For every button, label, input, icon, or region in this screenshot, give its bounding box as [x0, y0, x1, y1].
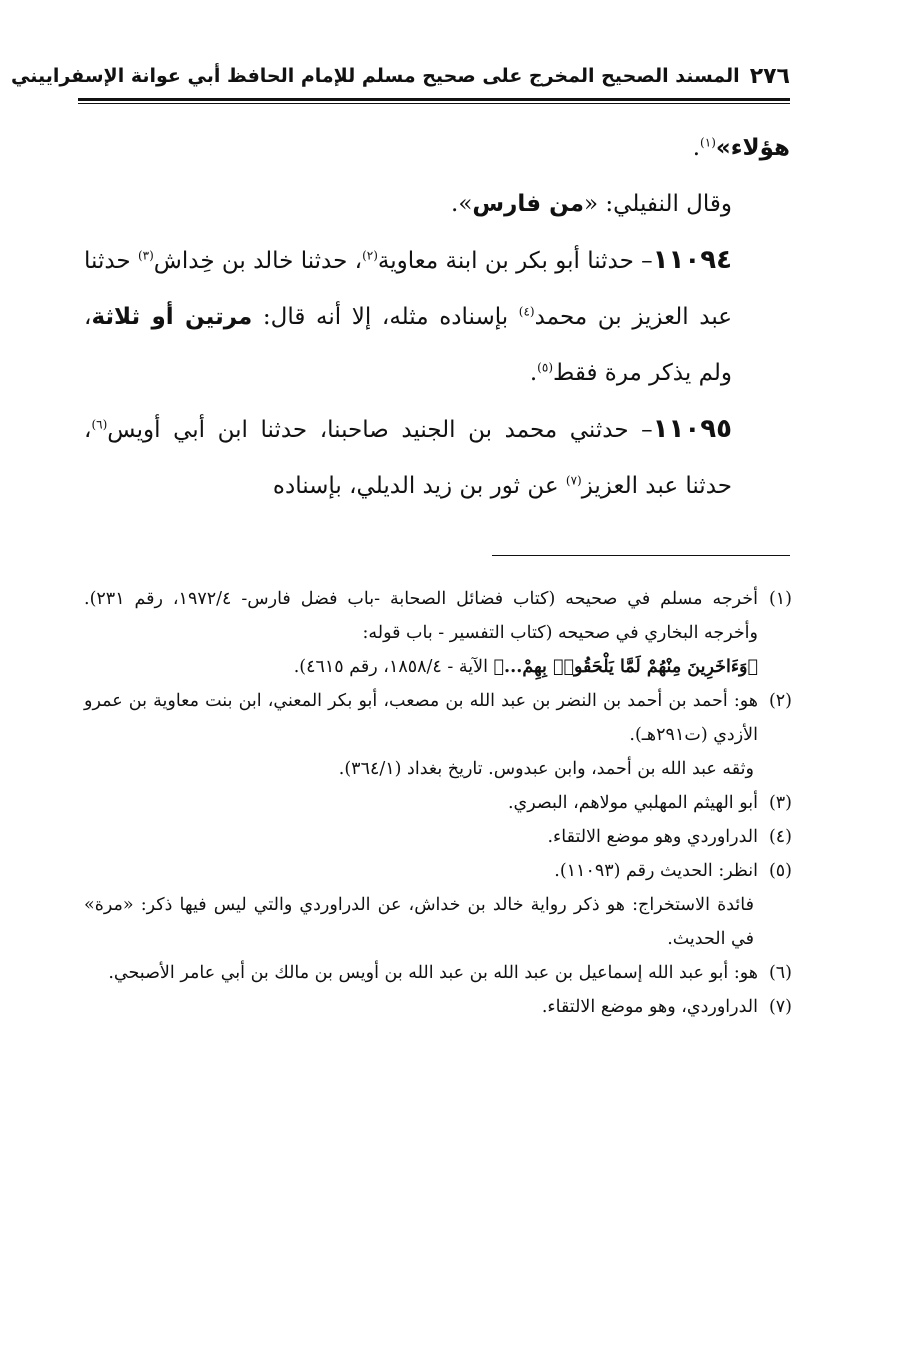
footnote-separator — [492, 555, 790, 556]
footnote-ref-3: (٣) — [137, 248, 154, 263]
footnote-ref-7: (٧) — [565, 473, 582, 488]
hadith-number: ١١٠٩٥ — [652, 414, 732, 444]
footnote-5-note: فائدة الاستخراج: هو ذكر رواية خالد بن خداش، عن الدراوردي والتي ليس فيها ذكر: «مرة» في الحديث. — [84, 895, 754, 949]
footnote-5: (٥) انظر: الحديث رقم (١١٠٩٣). — [554, 861, 792, 881]
running-header — [10, 56, 790, 96]
footnote-2: (٢) هو: أحمد بن أحمد بن النضر بن عبد الله بن مصعب، أبو بكر المعني، ابن بنت معاوية بن عمرو الأزدي (ت٢٩١هـ). — [84, 691, 792, 745]
footnote-2-note: وثقه عبد الله بن أحمد، وابن عبدوس. تاريخ بغداد (٣٦٤/١). — [338, 759, 754, 779]
footnote-ref-1: (١) — [700, 135, 716, 150]
continuation-line: هؤلاء»$^{(١)}$. — [692, 135, 790, 161]
footnote-ref-2: (٢) — [362, 248, 378, 263]
narration-line: وقال النفيلي: «من فارس». — [451, 191, 732, 217]
footnote-ref-5: (٥) — [537, 360, 553, 375]
footnote-3: (٣) أبو الهيثم المهلبي مولاهم، البصري. — [507, 793, 792, 813]
footnote-ref-6: (٦) — [91, 417, 108, 432]
footnote-4: (٤) الدراوردي وهو موضع الالتقاء. — [547, 827, 792, 847]
hadith-11094: ١١٠٩٤– حدثنا أبو بكر بن ابنة معاوية$^{(٢)}$، حدثنا خالد بن خِداش$^{(٣)}$ حدثنا عبد العزيز بن محمد$^{(٤)}$ بإسناده مثله، إلا أنه قال: مرتين أو ثلاثة، ولم يذكر مرة فقط$^{(٥)}$. — [84, 245, 733, 386]
footnote-1: (١) أخرجه مسلم في صحيحه (كتاب فضائل الصحابة -باب فضل فارس- ١٩٧٢/٤، رقم ٢٣١). وأخرجه البخاري في صحيحه (كتاب التفسير - باب قوله: ﴿وَءَاخَرِينَ مِنْهُمْ لَمَّا يَلْحَقُوا۟ بِهِمْ...﴾ الآية - ١٨٥٨/٤، رقم ٤٦١٥). — [84, 589, 792, 677]
main-text — [84, 120, 790, 514]
footnotes — [84, 582, 792, 1024]
page-number: ٢٧٦ — [749, 63, 790, 89]
header-rule-thick — [78, 98, 790, 101]
footnote-ref-4: (٤) — [518, 304, 535, 319]
header-rule-thin — [78, 103, 790, 104]
quran-verse: ﴿وَءَاخَرِينَ مِنْهُمْ لَمَّا يَلْحَقُوا۟ بِهِمْ...﴾ — [493, 657, 758, 677]
book-title: المسند الصحيح المخرج على صحيح مسلم للإمام الحافظ أبي عوانة الإسفراييني — [10, 65, 740, 87]
hadith-11095: ١١٠٩٥– حدثني محمد بن الجنيد صاحبنا، حدثنا ابن أبي أويس$^{(٦)}$، حدثنا عبد العزيز$^{(٧)}$ عن ثور بن زيد الديلي، بإسناده — [84, 414, 732, 499]
footnote-7: (٧) الدراوردي، وهو موضع الالتقاء. — [541, 997, 792, 1017]
hadith-number: ١١٠٩٤ — [652, 245, 733, 275]
footnote-6: (٦) هو: أبو عبد الله إسماعيل بن عبد الله بن عبد الله بن أويس بن مالك بن أبي عامر الأصبحي. — [108, 963, 792, 983]
